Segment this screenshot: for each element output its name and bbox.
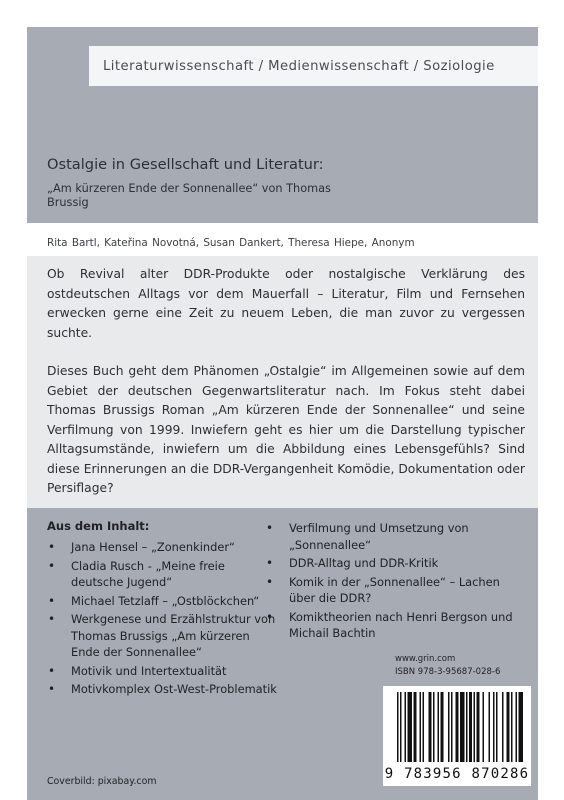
description-paragraph-2: Dieses Buch geht dem Phänomen „Ostalgie“ im Allgemeinen sowie auf dem Gebiet der deutschen Gegenwartsliteratur nach. Im Fokus steht dabei Thomas Brussigs Roman „Am kürzeren Ende der Sonnenallee“ und seine Verfilmung von 1999. Inwiefern geht es hier um die Darstellung typischer Alltagsumstände, inwiefern um die Abbildung eines Lebensgefühls? Sind diese Erinnerungen an die DDR-Vergangenheit Komödie, Dokumentation oder Persiflage? bbox=[47, 364, 525, 495]
barcode-bar bbox=[469, 692, 472, 762]
barcode-bar bbox=[516, 692, 518, 762]
barcode-bar bbox=[496, 692, 498, 762]
barcode-bar bbox=[519, 692, 524, 762]
description-panel bbox=[27, 256, 538, 529]
list-item: • Jana Hensel – „Zonenkinder“ bbox=[47, 539, 277, 556]
barcode-bar bbox=[438, 692, 440, 762]
barcode-bar bbox=[493, 692, 495, 762]
barcode-bar bbox=[460, 692, 465, 762]
barcode-bar bbox=[489, 692, 491, 762]
barcode-bar bbox=[423, 692, 425, 762]
list-item: • Motivik und Intertextualität bbox=[47, 663, 277, 680]
barcode-bar bbox=[507, 692, 510, 762]
list-item: • Cladia Rusch - „Meine freie deutsche Jugend“ bbox=[47, 558, 277, 591]
barcode-bar bbox=[433, 692, 435, 762]
barcode-bar bbox=[400, 692, 402, 762]
book-back-cover bbox=[27, 27, 538, 800]
barcode-bar bbox=[397, 692, 399, 762]
barcode-bar bbox=[466, 692, 468, 762]
barcode-bar bbox=[483, 692, 485, 762]
list-item: • Werkgenese und Erzählstruktur von Thomas Brussigs „Am kürzeren Ende der Sonnenallee“ bbox=[47, 611, 277, 661]
category-box bbox=[89, 46, 538, 86]
isbn-number: ISBN 978-3-95687-028-6 bbox=[395, 667, 501, 677]
barcode-bar bbox=[405, 692, 407, 762]
barcode-bar bbox=[441, 692, 444, 762]
barcode-bar bbox=[474, 692, 476, 762]
cover-image-credit: Coverbild: pixabay.com bbox=[47, 776, 157, 787]
book-subtitle: „Am kürzeren Ende der Sonnenallee“ von Thomas Brussig bbox=[47, 182, 331, 209]
publisher-website: www.grin.com bbox=[395, 654, 456, 664]
barcode-bar bbox=[511, 692, 513, 762]
barcode-bar bbox=[451, 692, 453, 762]
barcode-bar bbox=[502, 692, 504, 762]
barcode-bar bbox=[408, 692, 413, 762]
barcode-bar bbox=[448, 692, 450, 762]
book-title: Ostalgie in Gesellschaft und Literatur: bbox=[47, 156, 324, 173]
list-item: • Komik in der „Sonnenallee“ – Lachen über die DDR? bbox=[265, 574, 515, 607]
barcode-bar bbox=[414, 692, 417, 762]
barcode-bar bbox=[477, 692, 480, 762]
barcode-bar bbox=[429, 692, 432, 762]
contents-list-left bbox=[47, 539, 277, 700]
barcode-bar bbox=[456, 692, 459, 762]
contents-panel bbox=[27, 508, 538, 800]
barcode-bars bbox=[383, 686, 531, 766]
header-panel bbox=[27, 27, 538, 223]
contents-heading: Aus dem Inhalt: bbox=[47, 519, 150, 533]
barcode-digits: 9 783956 870286 bbox=[384, 766, 530, 782]
list-item: • Motivkomplex Ost-West-Problematik bbox=[47, 681, 277, 698]
list-item: • Komiktheorien nach Henri Bergson und Michail Bachtin bbox=[265, 609, 515, 642]
description-paragraph-1: Ob Revival alter DDR-Produkte oder nostalgische Verklärung des ostdeutschen Alltags vor dem Mauerfall – Literatur, Film und Fernsehen erwecken gerne eine Zeit zu neuem Leben, die man zuvor zu vergessen suchte. bbox=[47, 267, 525, 340]
list-item: • Verfilmung und Umsetzung von „Sonnenallee“ bbox=[265, 520, 515, 553]
author-list: Rita Bartl, Kateřina Novotná, Susan Dankert, Theresa Hiepe, Anonym bbox=[47, 237, 415, 249]
list-item: • Michael Tetzlaff – „Ostblöckchen“ bbox=[47, 593, 277, 610]
category-label: Literaturwissenschaft / Medienwissenschaft / Soziologie bbox=[103, 58, 495, 74]
contents-list-right bbox=[265, 520, 515, 644]
barcode-bar bbox=[420, 692, 422, 762]
barcode bbox=[383, 686, 531, 786]
list-item: • DDR-Alltag und DDR-Kritik bbox=[265, 555, 515, 572]
